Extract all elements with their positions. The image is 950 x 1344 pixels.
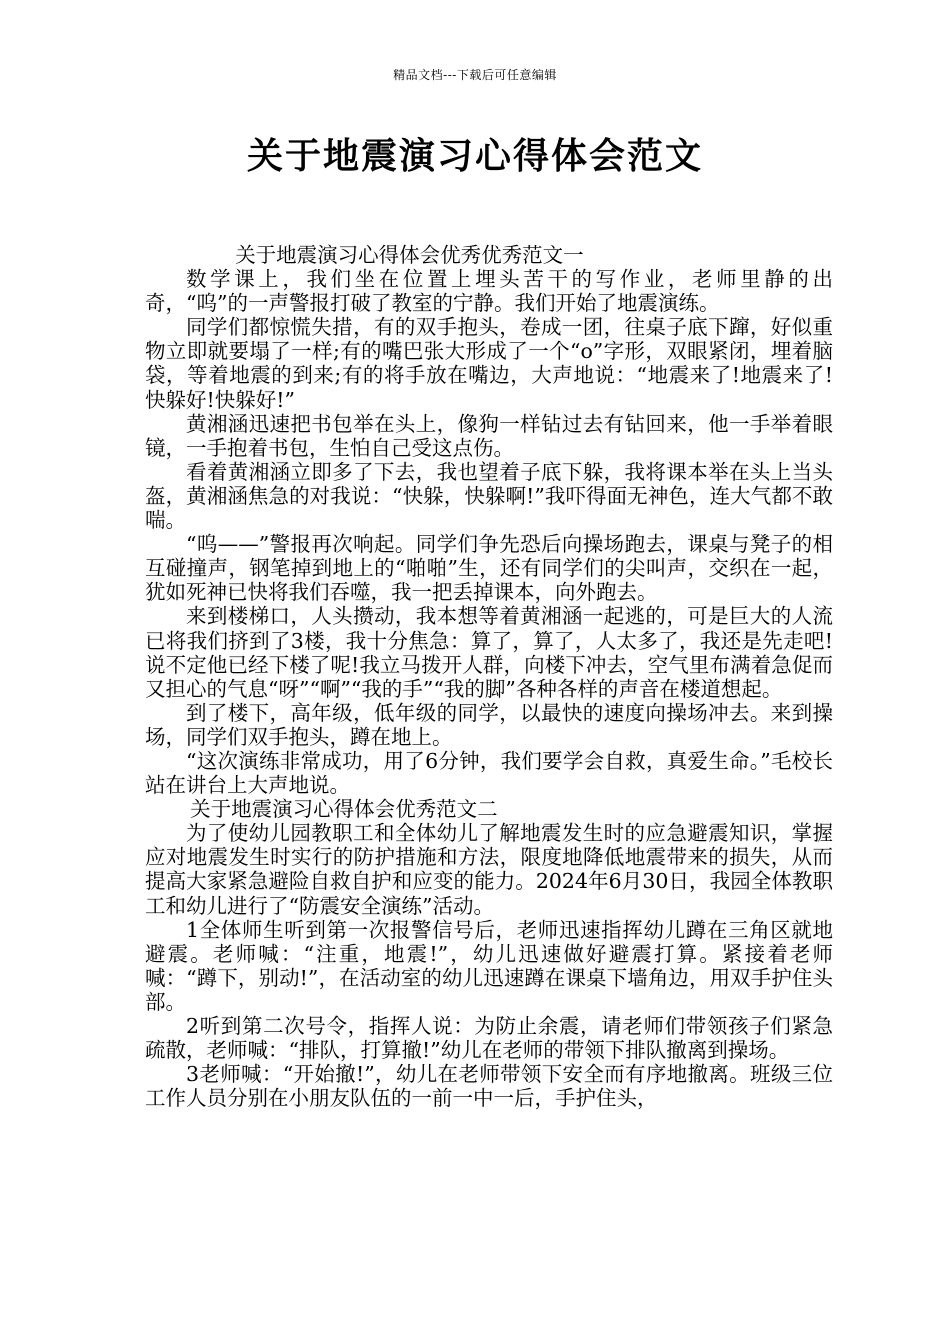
paragraph: 3老师喊：“开始撤!”，幼儿在老师带领下安全而有序地撤离。班级三位工作人员分别在小朋友队伍的一前一中一后，手护住头， bbox=[145, 1062, 833, 1111]
paragraph: 看着黄湘涵立即多了下去，我也望着子底下躲，我将课本举在头上当头盔，黄湘涵焦急的对我说：“快躲，快躲啊!”我吓得面无神色，连大气都不敢喘。 bbox=[145, 459, 833, 533]
header-note: 精品文档---下载后可任意编辑 bbox=[393, 68, 557, 82]
document-title: 关于地震演习心得体会范文 bbox=[246, 136, 703, 177]
paragraph: 黄湘涵迅速把书包举在头上，像狗一样钻过去有钻回来，他一手举着眼镜，一手抱着书包，生怕自己受这点伤。 bbox=[145, 411, 833, 460]
document-body bbox=[145, 243, 833, 1110]
paragraph: 为了使幼儿园教职工和全体幼儿了解地震发生时的应急避震知识，掌握应对地震发生时实行的防护措施和方法，限度地降低地震带来的损失，从而提高大家紧急避险自救自护和应变的能力。2024年6月30日，我园全体教职工和幼儿进行了“防震安全演练”活动。 bbox=[145, 821, 833, 918]
paragraph: 1全体师生听到第一次报警信号后，老师迅速指挥幼儿蹲在三角区就地避震。老师喊：“注重，地震!”，幼儿迅速做好避震打算。紧接着老师喊：“蹲下，别动!”，在活动室的幼儿迅速蹲在课桌下墙角边，用双手护住头部。 bbox=[145, 917, 833, 1014]
paragraph: 数学课上，我们坐在位置上埋头苦干的写作业，老师里静的出奇，“呜”的一声警报打破了教室的宁静。我们开始了地震演练。 bbox=[145, 267, 833, 316]
paragraph: “这次演练非常成功，用了6分钟，我们要学会自救，真爱生命。”毛校长站在讲台上大声地说。 bbox=[145, 748, 833, 798]
paragraph: 同学们都惊慌失措，有的双手抱头，卷成一团，往桌子底下蹿，好似重物立即就要塌了一样;有的嘴巴张大形成了一个“o”字形，双眼紧闭，埋着脑袋，等着地震的到来;有的将手放在嘴边，大声地说：“地震来了!地震来了!快躲好!快躲好!” bbox=[145, 315, 833, 412]
paragraph: 2听到第二次号令，指挥人说：为防止余震，请老师们带领孩子们紧急疏散，老师喊：“排队，打算撤!”幼儿在老师的带领下排队撤离到操场。 bbox=[145, 1014, 833, 1063]
paragraph: 到了楼下，高年级，低年级的同学，以最快的速度向操场冲去。来到操场，同学们双手抱头，蹲在地上。 bbox=[145, 700, 833, 749]
paragraph: 来到楼梯口，人头攒动，我本想等着黄湘涵一起逃的，可是巨大的人流已将我们挤到了3楼，我十分焦急：算了，算了，人太多了，我还是先走吧!说不定他已经下楼了呢!我立马拨开人群，向楼下冲去，空气里布满着急促而又担心的气息“呀”“啊”“我的手”“我的脚”各种各样的声音在楼道想起。 bbox=[145, 604, 833, 701]
section-heading-1: 关于地震演习心得体会优秀优秀范文一 bbox=[235, 243, 584, 267]
paragraph: “呜——”警报再次响起。同学们争先恐后向操场跑去，课桌与凳子的相互碰撞声，钢笔掉到地上的“啪啪”生，还有同学们的尖叫声，交织在一起，犹如死神已快将我们吞噬，我一把丢掉课本，向外跑去。 bbox=[145, 532, 833, 605]
section-heading-2: 关于地震演习心得体会优秀范文二 bbox=[190, 797, 498, 822]
